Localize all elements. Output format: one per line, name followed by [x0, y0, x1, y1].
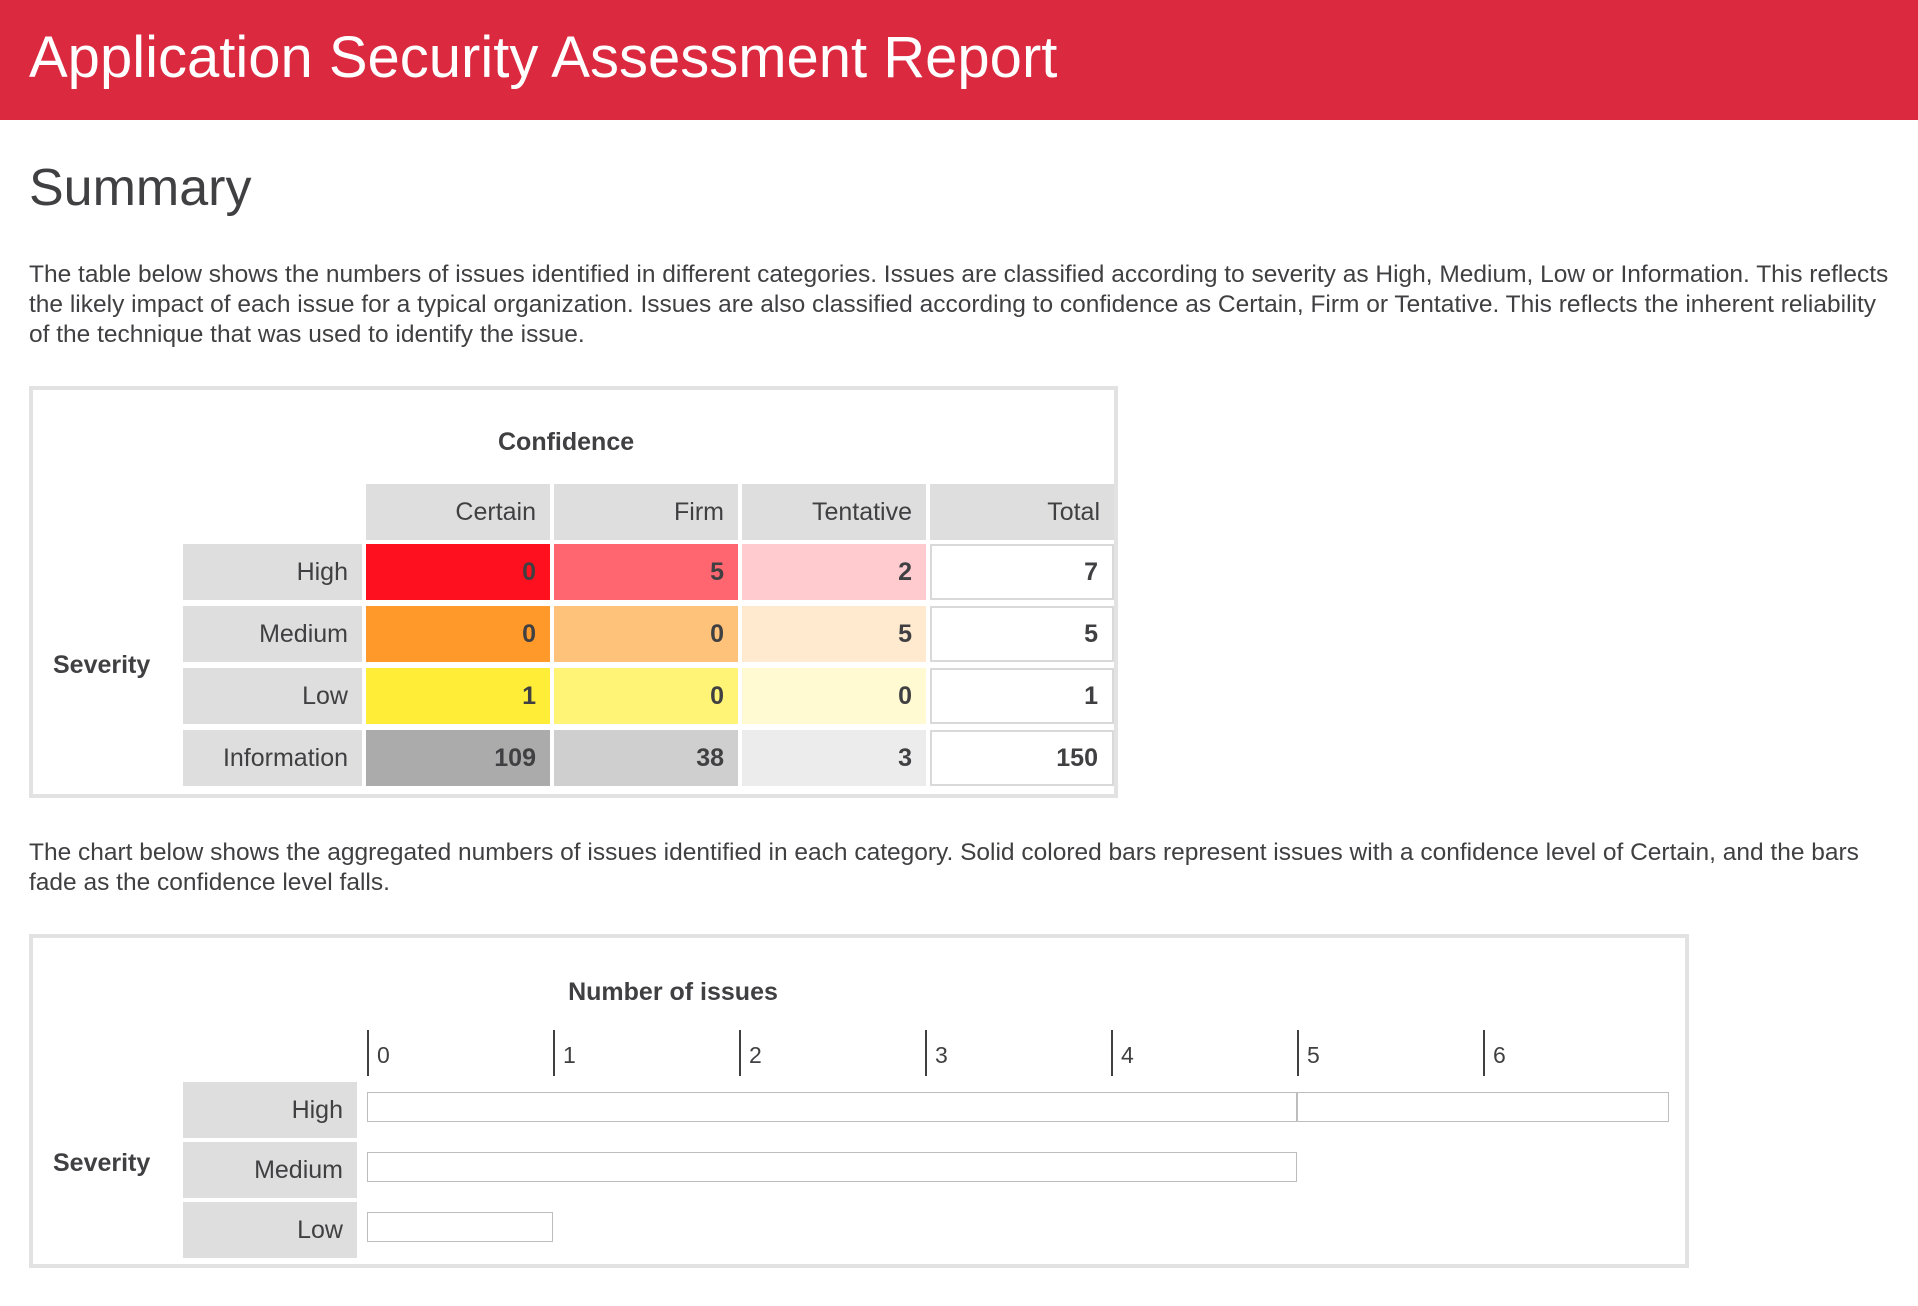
chart-row-high: High [183, 1082, 357, 1138]
chart-axis-title: Number of issues [568, 978, 778, 1006]
x-tick-label-1: 1 [563, 1042, 576, 1068]
cell-high-tentative: 2 [742, 544, 926, 600]
cell-medium-total: 5 [930, 606, 1114, 662]
cell-information-certain: 109 [366, 730, 550, 786]
cell-low-tentative: 0 [742, 668, 926, 724]
cell-medium-certain: 0 [366, 606, 550, 662]
cell-low-firm: 0 [554, 668, 738, 724]
chart-severity-label: Severity [53, 1149, 151, 1177]
issues-bar-chart [29, 934, 1689, 1268]
x-tick-0 [367, 1030, 369, 1076]
cell-high-firm: 5 [554, 544, 738, 600]
cell-information-firm: 38 [554, 730, 738, 786]
x-tick-label-3: 3 [935, 1042, 948, 1068]
x-tick-label-4: 4 [1121, 1042, 1134, 1068]
cell-medium-firm: 0 [554, 606, 738, 662]
x-tick-1 [553, 1030, 555, 1076]
x-tick-4 [1111, 1030, 1113, 1076]
x-tick-label-6: 6 [1493, 1042, 1506, 1068]
x-tick-label-0: 0 [377, 1042, 390, 1068]
chart-row-low: Low [183, 1202, 357, 1258]
col-header-certain: Certain [366, 484, 550, 540]
row-header-information: Information [183, 730, 362, 786]
x-tick-2 [739, 1030, 741, 1076]
col-header-firm: Firm [554, 484, 738, 540]
col-header-tentative: Tentative [742, 484, 926, 540]
col-header-total: Total [930, 484, 1114, 540]
row-header-medium: Medium [183, 606, 362, 662]
confidence-heading: Confidence [498, 428, 635, 456]
x-tick-6 [1483, 1030, 1485, 1076]
severity-heading: Severity [53, 651, 151, 679]
issues-summary-table [29, 386, 1118, 798]
x-tick-3 [925, 1030, 927, 1076]
chart-intro-text: The chart below shows the aggregated numbers of issues identified in each category. Solid colored bars represent issues with a confidence level of Certain, and the bars fade as the confidence level falls. [29, 839, 1859, 896]
bar-high-tentative [1297, 1092, 1669, 1122]
cell-information-total: 150 [930, 730, 1114, 786]
cell-high-total: 7 [930, 544, 1114, 600]
report-title: Application Security Assessment Report [29, 25, 1058, 90]
x-tick-label-2: 2 [749, 1042, 762, 1068]
cell-medium-tentative: 5 [742, 606, 926, 662]
bar-low-certain [367, 1212, 553, 1242]
chart-row-medium: Medium [183, 1142, 357, 1198]
bar-high-firm [367, 1092, 1297, 1122]
cell-high-certain: 0 [366, 544, 550, 600]
cell-low-total: 1 [930, 668, 1114, 724]
cell-low-certain: 1 [366, 668, 550, 724]
cell-information-tentative: 3 [742, 730, 926, 786]
row-header-low: Low [183, 668, 362, 724]
summary-heading: Summary [29, 159, 252, 217]
report-header [0, 0, 1918, 120]
x-tick-label-5: 5 [1307, 1042, 1320, 1068]
x-tick-5 [1297, 1030, 1299, 1076]
bar-medium-tentative [367, 1152, 1297, 1182]
row-header-high: High [183, 544, 362, 600]
summary-intro-text: The table below shows the numbers of issues identified in different categories. Issues are classified according to severity as High, Medium, Low or Information. This reflects the likely impact of each issue for a typical organization. Issues are also classified according to confidence as Certain, Firm or Tentative. This reflects the inherent reliability of the technique that was used to identify the issue. [29, 261, 1889, 348]
